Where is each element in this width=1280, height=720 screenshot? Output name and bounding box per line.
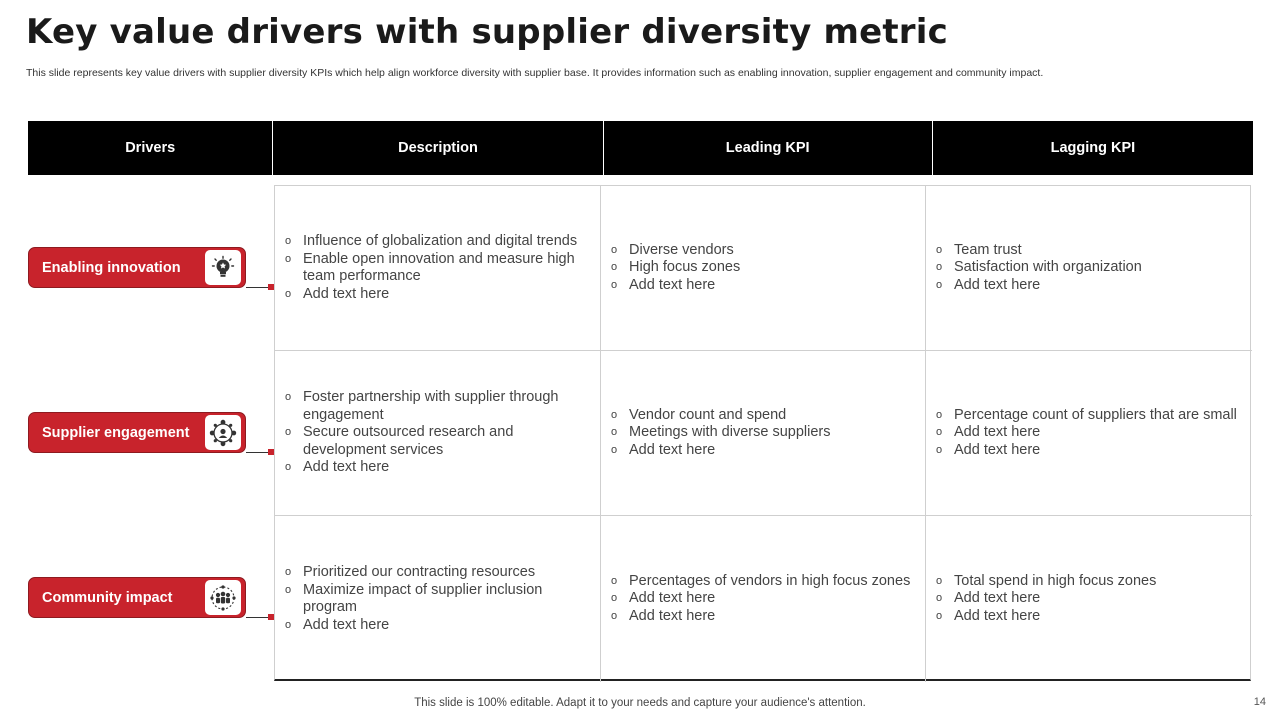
list-item: o Percentage count of suppliers that are small [936,407,1237,425]
description-cell [275,516,601,682]
lagging-kpi-cell [926,186,1252,351]
bullet-list [285,564,592,634]
list-item: o Percentages of vendors in high focus zones [611,573,910,591]
header-lagging-kpi: Lagging KPI [1050,140,1136,156]
header-leading-kpi: Leading KPI [604,121,933,175]
bullet-list [285,233,592,303]
list-item: o Add text here [285,617,592,635]
list-item: o Add text here [936,442,1237,460]
network-people-icon [205,415,241,450]
driver-community-impact [28,577,246,618]
page-number: 14 [1253,696,1266,708]
kpi-table [274,185,1251,681]
list-item: o Add text here [936,277,1142,295]
description-cell [275,351,601,516]
lagging-kpi-cell [926,516,1252,682]
list-item: o Meetings with diverse suppliers [611,424,830,442]
list-item: o Add text here [611,590,910,608]
bullet-list [936,407,1237,460]
driver-label: Enabling innovation [42,259,181,276]
list-item: o Maximize impact of supplier inclusion program [285,582,592,617]
slide-title: Key value drivers with supplier diversity metric [26,12,948,52]
list-item: o Foster partnership with supplier through engagement [285,389,592,424]
list-item: o Satisfaction with organization [936,259,1142,277]
list-item: o Prioritized our contracting resources [285,564,592,582]
list-item: o Add text here [936,590,1156,608]
list-item: o Add text here [611,442,830,460]
list-item: o Influence of globalization and digital trends [285,233,592,251]
lagging-kpi-cell [926,351,1252,516]
list-item: o Total spend in high focus zones [936,573,1156,591]
bullet-list [611,407,830,460]
list-item: o Diverse vendors [611,242,740,260]
connector-line [246,452,270,453]
driver-label: Supplier engagement [42,424,190,441]
leading-kpi-cell [601,516,926,682]
driver-label: Community impact [42,589,173,606]
bullet-list [936,242,1142,295]
list-item: o High focus zones [611,259,740,277]
slide-footer: This slide is 100% editable. Adapt it to your needs and capture your audience's attention. [414,697,866,709]
lightbulb-icon [205,250,241,285]
list-item: o Vendor count and spend [611,407,830,425]
list-item: o Add text here [285,286,592,304]
community-group-icon [205,580,241,615]
header-drivers: Drivers [28,121,273,175]
connector-line [246,617,270,618]
bullet-list [936,573,1156,626]
bullet-list [611,242,740,295]
connector-line [246,287,270,288]
bullet-list [285,389,592,477]
header-description: Description [273,121,603,175]
description-cell [275,186,601,351]
leading-kpi-cell [601,186,926,351]
bullet-list [611,573,910,626]
list-item: o Add text here [285,459,592,477]
list-item: o Add text here [936,608,1156,626]
leading-kpi-cell [601,351,926,516]
driver-supplier-engagement [28,412,246,453]
list-item: o Secure outsourced research and development services [285,424,592,459]
list-item: o Enable open innovation and measure high team performance [285,251,592,286]
list-item: o Add text here [611,608,910,626]
list-item: o Add text here [611,277,740,295]
driver-enabling-innovation [28,247,246,288]
list-item: o Add text here [936,424,1237,442]
list-item: o Team trust [936,242,1142,260]
slide-subtitle: This slide represents key value drivers with supplier diversity KPIs which help align workforce diversity with supplier base. It provides information such as enabling innovation, supplier engagement and community impact. [26,67,1044,79]
table-header [28,121,1253,175]
